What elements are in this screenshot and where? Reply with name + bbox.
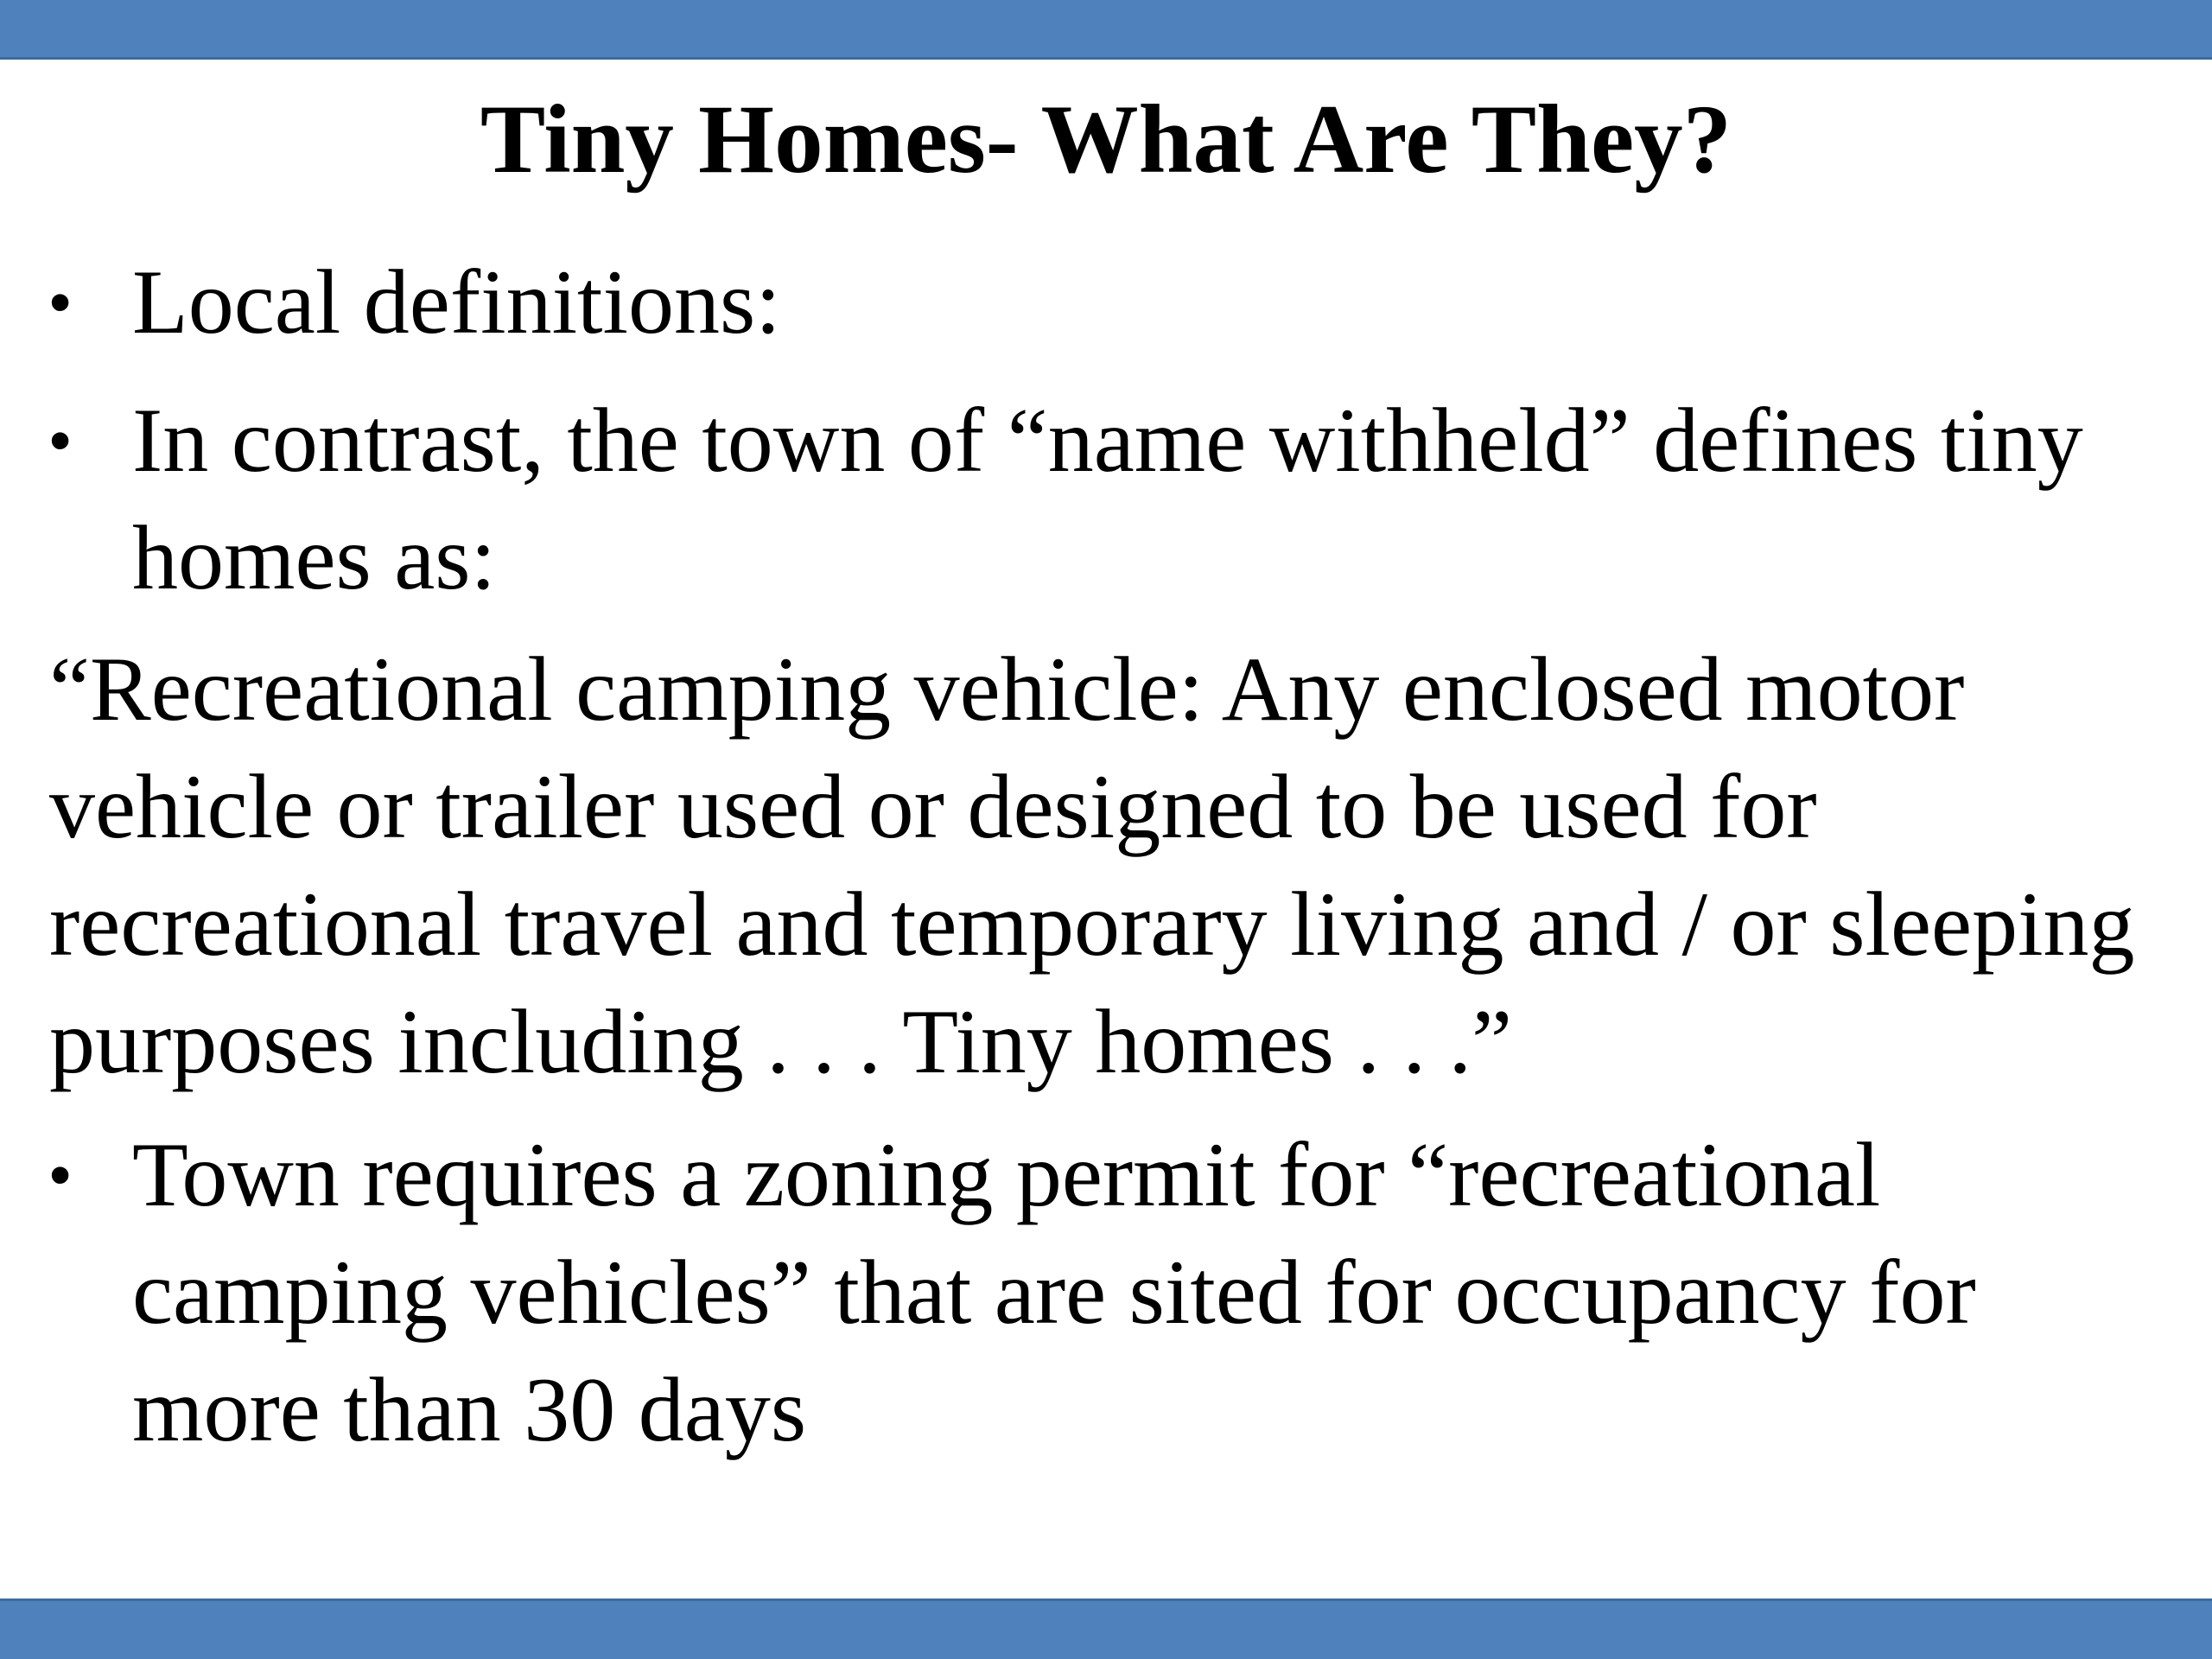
bullet-text: In contrast, the town of “name withheld” defines tiny homes as: <box>132 390 2083 608</box>
bullet-glyph: • <box>49 268 72 337</box>
bullet-text: Town requires a zoning permit for “recreational camping vehicles” that are sited for occupancy for more than 30 days <box>132 1124 1976 1460</box>
bullet-text: Local definitions: <box>132 251 781 353</box>
bottom-accent-band <box>0 1599 2212 1659</box>
slide-body <box>49 244 2158 1469</box>
top-accent-band <box>0 0 2212 60</box>
definition-quote: “Recreational camping vehicle: Any enclosed motor vehicle or trailer used or designed to be used for recreational travel and temporary living and / or sleeping purposes including . . . Tiny homes . . .” <box>49 639 2135 1092</box>
bullet-town-definition <box>49 382 2158 617</box>
bullet-glyph: • <box>49 406 72 475</box>
bullet-local-definitions <box>49 244 2158 361</box>
bullet-glyph: • <box>49 1141 72 1210</box>
bullet-zoning-permit <box>49 1116 2158 1469</box>
slide-title: Tiny Homes- What Are They? <box>480 86 1732 194</box>
